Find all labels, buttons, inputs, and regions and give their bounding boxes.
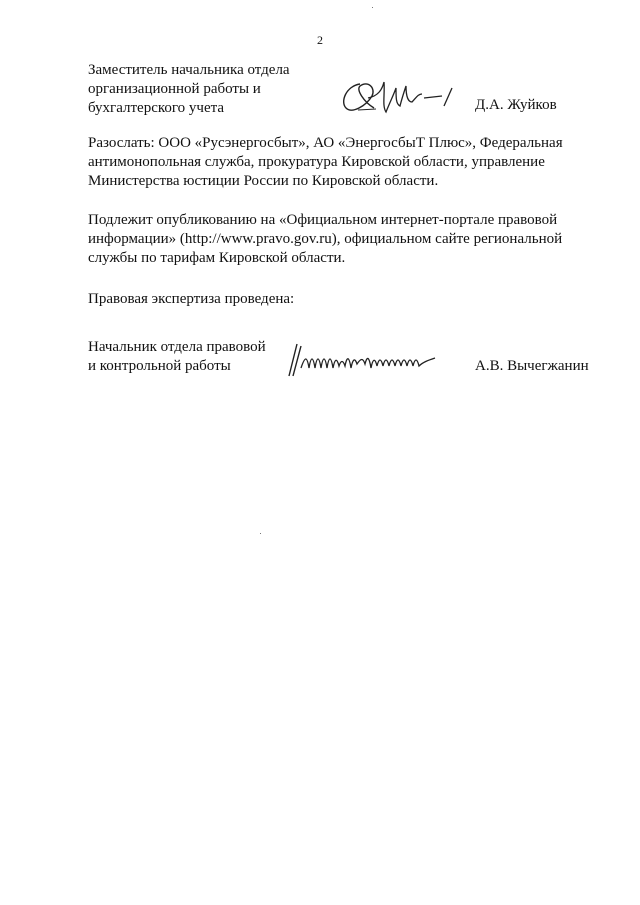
scan-speck [372,7,373,8]
legal-review-text: Правовая экспертиза проведена: [88,291,295,307]
publication-line: информации» (http://www.pravo.gov.ru), официальном сайте региональной [88,231,563,247]
distribution-line: антимонопольная служба, прокуратура Кировской области, управление [88,154,545,170]
signatory-2-title-line: Начальник отдела правовой [88,339,266,355]
distribution-line: Разослать: ООО «Русэнергосбыт», АО «ЭнергосбыТ Плюс», Федеральная [88,135,563,151]
page-number: 2 [317,33,323,47]
publication-line: Подлежит опубликованию на «Официальном интернет-портале правовой [88,212,558,228]
signature-1 [338,72,460,120]
signatory-1-title-line: бухгалтерского учета [88,100,225,116]
signatory-1-title-line: Заместитель начальника отдела [88,62,290,78]
signatory-2-title [88,338,266,376]
distribution-paragraph [88,134,591,191]
signatory-2-name: А.В. Вычегжанин [475,358,589,374]
publication-paragraph [88,211,591,268]
scan-speck [260,533,261,534]
distribution-line: Министерства юстиции России по Кировской области. [88,173,439,189]
signatory-1-name: Д.А. Жуйков [475,97,557,113]
publication-line: службы по тарифам Кировской области. [88,250,346,266]
signatory-1-title [88,61,290,118]
signatory-2-title-line: и контрольной работы [88,358,231,374]
signature-2 [283,338,443,380]
signatory-1-title-line: организационной работы и [88,81,261,97]
